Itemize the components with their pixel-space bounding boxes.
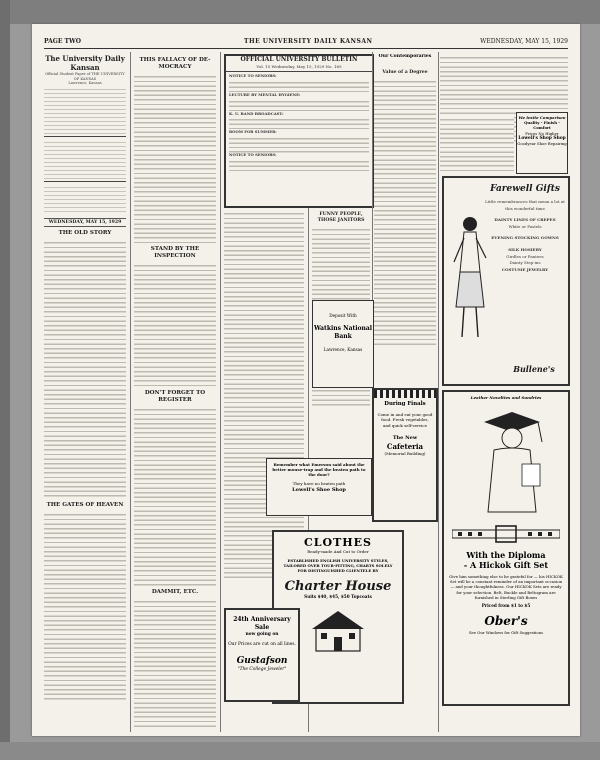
watkins-line2: Watkins National	[313, 325, 373, 332]
value-of-degree	[374, 68, 436, 358]
quality-shoe-ad	[516, 112, 568, 174]
hickok-body: Give him something else to be grateful for — his HICKOK Set will be a constant reminder of an important occasion — and your thoughtfulness. Our HICKOK Sets are ready for your selection. Belt, Buckle and Beltogram are furnished in Sterling Gift Boxes	[449, 574, 563, 600]
heading-old-story: THE OLD STORY	[58, 230, 112, 237]
column-5-more-text	[440, 116, 514, 172]
quality-line5: Goodyear Shoe Repairing	[517, 141, 567, 147]
heading-funny-people: FUNNY PEOPLE, THOSE JANITORS	[317, 212, 365, 223]
column-3	[224, 210, 304, 580]
quality-line3: Prices No Higher	[525, 130, 559, 136]
emerson-line1: Remember what Emerson said about the better mouse-trap and the beaten path to the door?	[272, 462, 366, 478]
quality-line2: Quality - Finish - Comfort	[524, 120, 560, 131]
anniversary-line2: now going on	[245, 632, 279, 637]
contemporaries-title: Our Contemporaries	[378, 54, 432, 59]
hickok-price: Priced from $1 to $5	[481, 603, 531, 609]
bulletin-title: OFFICIAL UNIVERSITY BULLETIN	[240, 56, 358, 63]
column-3-text	[224, 210, 304, 580]
farewell-line: DAINTY LINES OF CREPES	[494, 217, 556, 223]
emerson-shoe-ad	[266, 458, 372, 516]
heading-value-degree: Value of a Degree	[382, 70, 428, 75]
watkins-line1: Deposit With	[329, 313, 357, 318]
clothes-description: ESTABLISHED ENGLISH UNIVERSITY STYLES, TAILORED OVER TOUR-FITTING, CHARTS SOLELY FOR DISTINGUISHED CLIENTELE BY	[283, 558, 393, 573]
cafeteria-ad	[372, 388, 438, 522]
bullenes-logo: Bullene's	[513, 364, 555, 374]
graduate-illustration	[454, 408, 558, 518]
democracy-text	[134, 73, 216, 243]
contemporaries-box	[374, 54, 436, 64]
masthead-date: WEDNESDAY, MAY 15, 1929	[44, 218, 126, 227]
emerson-line3: Lowell's Shoe Shop	[292, 486, 346, 493]
watkins-bank-ad	[312, 300, 374, 388]
cafeteria-line1: During Finals	[384, 401, 426, 407]
inspection-text	[134, 262, 216, 387]
heading-stand-by-inspection: STAND BY THE INSPECTION	[150, 246, 200, 259]
bulletin-item: LECTURE BY MENTAL HYGIENE:	[229, 91, 301, 97]
farewell-line: COSTUME JEWELRY	[501, 266, 549, 272]
bulletin-item: NOTICE TO SENIORS:	[229, 73, 277, 78]
watkins-line4: Lawrence, Kansas	[323, 347, 363, 352]
anniversary-line1: 24th Anniversary Sale	[233, 616, 291, 631]
charter-house-emblem	[308, 605, 368, 655]
farewell-line: Little remembrances that mean a lot at this wonderful time	[485, 199, 565, 211]
gates-text	[44, 511, 126, 701]
paper-name: THE UNIVERSITY DAILY KANSAN	[244, 38, 373, 45]
heading-dammit: DAMMIT, ETC.	[151, 589, 199, 595]
belt-illustration	[452, 524, 560, 544]
column-1	[44, 54, 126, 730]
quality-line4: Lowell's Shop Shop	[518, 135, 566, 141]
bulletin-item: NOTICE TO SENIORS:	[229, 152, 277, 158]
obers-logo: Ober's	[484, 614, 528, 629]
masthead-subtitle: Official Student Paper of THE UNIVERSITY OF KANSAS	[45, 72, 125, 81]
heading-democracy: THIS FALLACY OF DE-MOCRACY	[139, 57, 211, 70]
column-rule	[438, 52, 439, 732]
cafeteria-line5: (Memorial Building)	[384, 450, 426, 456]
farewell-line: White or Pastels	[508, 223, 542, 229]
cafeteria-line4: Cafeteria	[386, 441, 424, 451]
anniversary-sale-ad	[224, 608, 300, 702]
scan-background-top	[0, 0, 600, 24]
staff-listing	[44, 86, 126, 214]
masthead	[44, 54, 126, 86]
register-text	[134, 406, 216, 586]
column-rule	[220, 52, 221, 732]
scan-background-bottom	[0, 742, 600, 760]
farewell-line: Girdles or Pantees	[506, 253, 544, 259]
watkins-line3: Bank	[334, 333, 352, 340]
gustafson-logo: Gustafson	[236, 656, 288, 666]
bulletin-item: ROOM FOR SUMMER:	[229, 129, 277, 135]
farewell-line: EVENING STOCKING GOWNS	[491, 235, 559, 241]
farewell-title: Farewell Gifts	[490, 184, 560, 194]
hickok-title1: With the Diploma	[466, 550, 546, 560]
cafeteria-border-ornament	[374, 390, 436, 398]
clothes-title: CLOTHES	[304, 536, 372, 549]
old-story-text	[44, 239, 126, 499]
farewell-line: SILK HOSIERY	[508, 246, 542, 252]
anniversary-line3: Our Prices are cut on all lines.	[228, 642, 296, 647]
cafeteria-line2: Come in and eat your good food. Fresh vegetables, and quick self-service	[377, 411, 433, 428]
bulletin-sub: Vol. 15 Wednesday, May 15, 1929 No. 169	[256, 64, 342, 69]
hickok-gift-set-ad	[442, 390, 570, 706]
page-header	[44, 38, 568, 48]
quality-line1: We Invite Comparison	[518, 115, 566, 120]
charter-house-logo: Charter House	[284, 579, 392, 594]
farewell-gifts-ad	[442, 176, 570, 386]
column-rule	[130, 52, 131, 732]
cafeteria-line3: The New	[392, 435, 418, 442]
heading-gates-of-heaven: THE GATES OF HEAVEN	[46, 502, 124, 509]
hickok-foot: See Our Windows for Gift Suggestions	[468, 630, 544, 636]
bulletin-item: K. U. BAND BROADCAST:	[229, 110, 284, 116]
hickok-top: Leather Novelties and Sundries	[470, 395, 542, 400]
gustafson-tagline: "The College Jeweler"	[237, 667, 287, 672]
masthead-subline: Lawrence, Kansas	[68, 81, 102, 86]
clothes-subtitle: Ready-made And Cut to Order	[307, 549, 369, 554]
dammit-text	[134, 598, 216, 730]
heading-register: DON'T FORGET TO REGISTER	[144, 390, 206, 403]
masthead-title: The University Daily Kansan	[45, 54, 125, 72]
newspaper-page	[32, 24, 580, 736]
column-2	[134, 54, 216, 730]
header-date: WEDNESDAY, MAY 15, 1929	[480, 38, 568, 45]
emerson-line2: They have no beaten path	[292, 480, 346, 486]
header-rule	[44, 48, 568, 49]
hickok-title2: - A Hickok Gift Set	[463, 560, 549, 570]
farewell-line: Dainty Step-ins	[509, 260, 541, 266]
scan-background-left	[0, 0, 10, 760]
page-label: PAGE TWO	[44, 38, 81, 45]
clothes-prices: Suits $40, $45, $50 Topcoats	[304, 594, 372, 599]
